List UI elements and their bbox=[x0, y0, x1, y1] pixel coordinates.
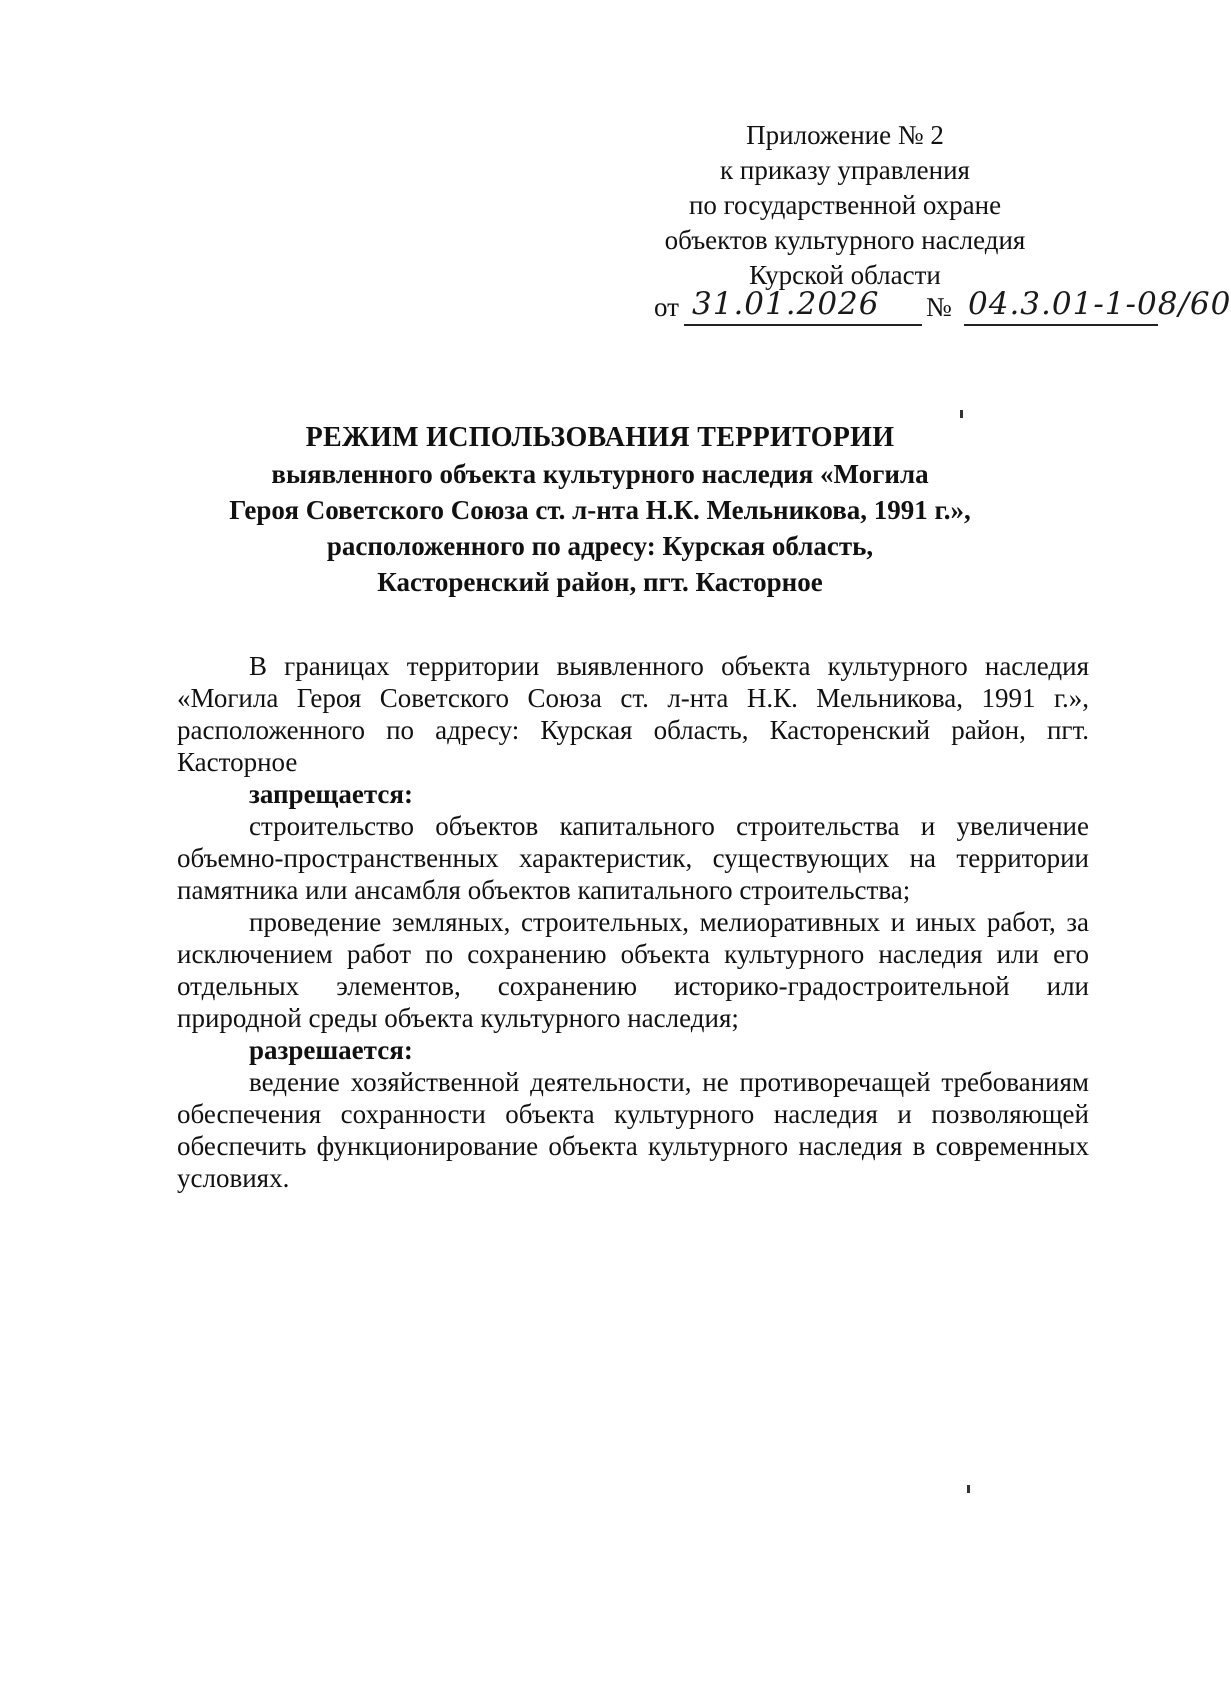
appendix-line: Приложение № 2 bbox=[746, 120, 944, 150]
prohibited-item: проведение земляных, строительных, мелиоративных и иных работ, за исключением работ по сохранению объекта культурного наследия или его отдельных элементов, сохранению историко-градостроительной или природной среды объекта культурного наследия; bbox=[177, 907, 1089, 1033]
handwritten-date: 31.01.2026 bbox=[684, 286, 922, 326]
number-label: № bbox=[926, 292, 952, 322]
prohibited-heading: запрещается: bbox=[249, 779, 414, 809]
appendix-line: Курской области bbox=[749, 260, 941, 290]
allowed-heading: разрешается: bbox=[249, 1035, 413, 1065]
document-body bbox=[177, 650, 1089, 1194]
title-main: РЕЖИМ ИСПОЛЬЗОВАНИЯ ТЕРРИТОРИИ bbox=[305, 422, 895, 453]
title-sub-line: Героя Советского Союза ст. л-нта Н.К. Мельникова, 1991 г.», bbox=[229, 495, 971, 525]
allowed-item: ведение хозяйственной деятельности, не противоречащей требованиям обеспечения сохранности объекта культурного наследия и позволяющей обеспечить функционирование объекта культурного наследия в современных условиях. bbox=[177, 1067, 1089, 1193]
order-date-number bbox=[654, 286, 1231, 330]
document-title bbox=[180, 420, 1020, 600]
appendix-line: к приказу управления bbox=[720, 155, 970, 185]
title-sub-line: выявленного объекта культурного наследия «Могила bbox=[271, 459, 929, 489]
title-sub-line: Касторенский район, пгт. Касторное bbox=[377, 567, 823, 597]
scan-mark bbox=[967, 1485, 970, 1493]
appendix-line: объектов культурного наследия bbox=[664, 225, 1026, 255]
scan-mark bbox=[960, 410, 963, 418]
title-sub-line: расположенного по адресу: Курская область, bbox=[326, 531, 874, 561]
appendix-header bbox=[640, 118, 1050, 293]
intro-paragraph: В границах территории выявленного объекта культурного наследия «Могила Героя Советского Союза ст. л-нта Н.К. Мельникова, 1991 г.», расположенного по адресу: Курская область, Касторенский район, пгт. Касторное bbox=[177, 651, 1089, 777]
date-label: от bbox=[654, 292, 679, 322]
handwritten-number: 04.3.01-1-08/60 bbox=[964, 286, 1158, 326]
appendix-line: по государственной охране bbox=[688, 190, 1002, 220]
prohibited-item: строительство объектов капитального строительства и увеличение объемно-пространственных характеристик, существующих на территории памятника или ансамбля объектов капитального строительства; bbox=[177, 811, 1089, 905]
